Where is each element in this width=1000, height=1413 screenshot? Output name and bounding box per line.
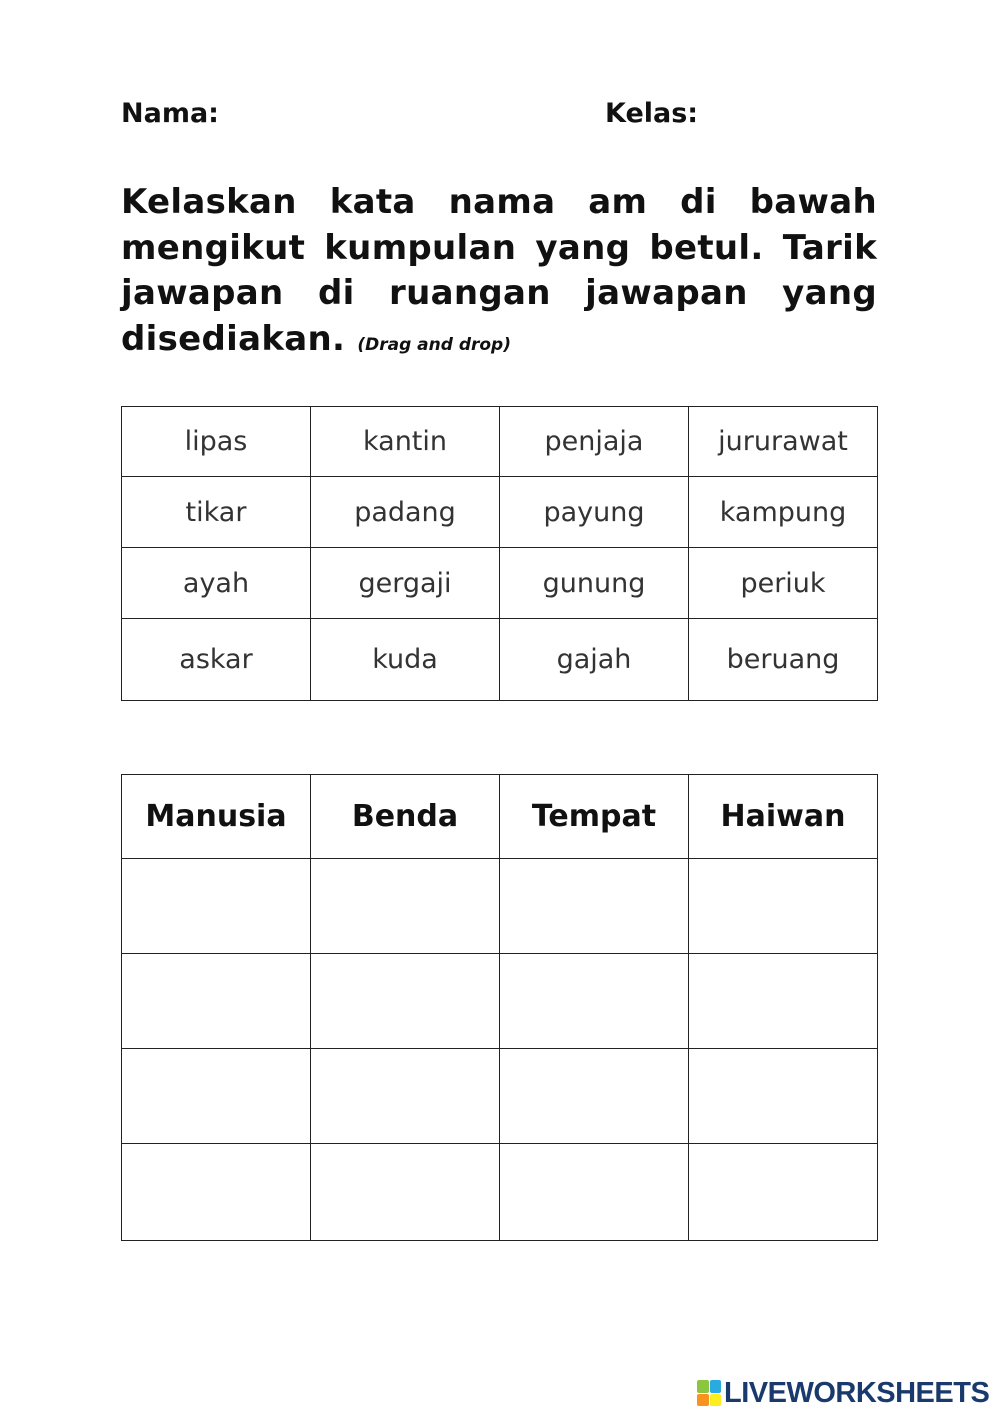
instructions-text: Kelaskan kata nama am di bawah mengikut kumpulan yang betul. Tarik jawapan di ruangan jawapan yang disediakan. xyxy=(121,182,877,359)
column-header-manusia: Manusia xyxy=(122,775,311,859)
word-tile[interactable]: gunung xyxy=(500,548,689,619)
liveworksheets-brand xyxy=(697,1378,989,1408)
word-bank-row xyxy=(122,407,878,477)
word-tile[interactable]: kuda xyxy=(311,619,500,701)
column-header-tempat: Tempat xyxy=(500,775,689,859)
word-tile[interactable]: beruang xyxy=(689,619,878,701)
word-bank-row xyxy=(122,619,878,701)
logo-tile xyxy=(697,1380,709,1393)
logo-tile xyxy=(710,1380,722,1393)
drop-zone-haiwan[interactable] xyxy=(689,1049,878,1144)
drop-zone-tempat[interactable] xyxy=(500,954,689,1049)
drop-zone-manusia[interactable] xyxy=(122,859,311,954)
drop-zone-manusia[interactable] xyxy=(122,1144,311,1241)
drop-zone-haiwan[interactable] xyxy=(689,954,878,1049)
answer-row xyxy=(122,954,878,1049)
logo-tile xyxy=(697,1394,709,1407)
class-label: Kelas: xyxy=(605,98,699,129)
word-tile[interactable]: penjaja xyxy=(500,407,689,477)
column-header-benda: Benda xyxy=(311,775,500,859)
word-tile[interactable]: kampung xyxy=(689,477,878,548)
drop-zone-tempat[interactable] xyxy=(500,1144,689,1241)
answer-header-row xyxy=(122,775,878,859)
liveworksheets-logo-icon xyxy=(697,1380,721,1406)
drop-zone-benda[interactable] xyxy=(311,954,500,1049)
logo-tile xyxy=(710,1394,722,1407)
word-tile[interactable]: jururawat xyxy=(689,407,878,477)
answer-row xyxy=(122,859,878,954)
column-header-haiwan: Haiwan xyxy=(689,775,878,859)
drop-zone-benda[interactable] xyxy=(311,1144,500,1241)
drop-zone-haiwan[interactable] xyxy=(689,859,878,954)
instructions xyxy=(121,180,877,368)
word-tile[interactable]: gajah xyxy=(500,619,689,701)
drop-zone-benda[interactable] xyxy=(311,859,500,954)
drop-zone-haiwan[interactable] xyxy=(689,1144,878,1241)
answer-row xyxy=(122,1144,878,1241)
word-tile[interactable]: gergaji xyxy=(311,548,500,619)
drag-drop-hint: (Drag and drop) xyxy=(357,334,511,355)
word-tile[interactable]: askar xyxy=(122,619,311,701)
word-bank-table xyxy=(121,406,878,701)
brand-text: LIVEWORKSHEETS xyxy=(724,1376,990,1409)
word-tile[interactable]: kantin xyxy=(311,407,500,477)
name-label: Nama: xyxy=(121,98,219,129)
drop-zone-tempat[interactable] xyxy=(500,1049,689,1144)
word-tile[interactable]: lipas xyxy=(122,407,311,477)
word-bank-row xyxy=(122,548,878,619)
answer-table xyxy=(121,774,878,1241)
answer-row xyxy=(122,1049,878,1144)
word-tile[interactable]: ayah xyxy=(122,548,311,619)
word-tile[interactable]: payung xyxy=(500,477,689,548)
drop-zone-manusia[interactable] xyxy=(122,954,311,1049)
word-tile[interactable]: padang xyxy=(311,477,500,548)
word-tile[interactable]: periuk xyxy=(689,548,878,619)
drop-zone-manusia[interactable] xyxy=(122,1049,311,1144)
word-tile[interactable]: tikar xyxy=(122,477,311,548)
drop-zone-tempat[interactable] xyxy=(500,859,689,954)
drop-zone-benda[interactable] xyxy=(311,1049,500,1144)
word-bank-row xyxy=(122,477,878,548)
